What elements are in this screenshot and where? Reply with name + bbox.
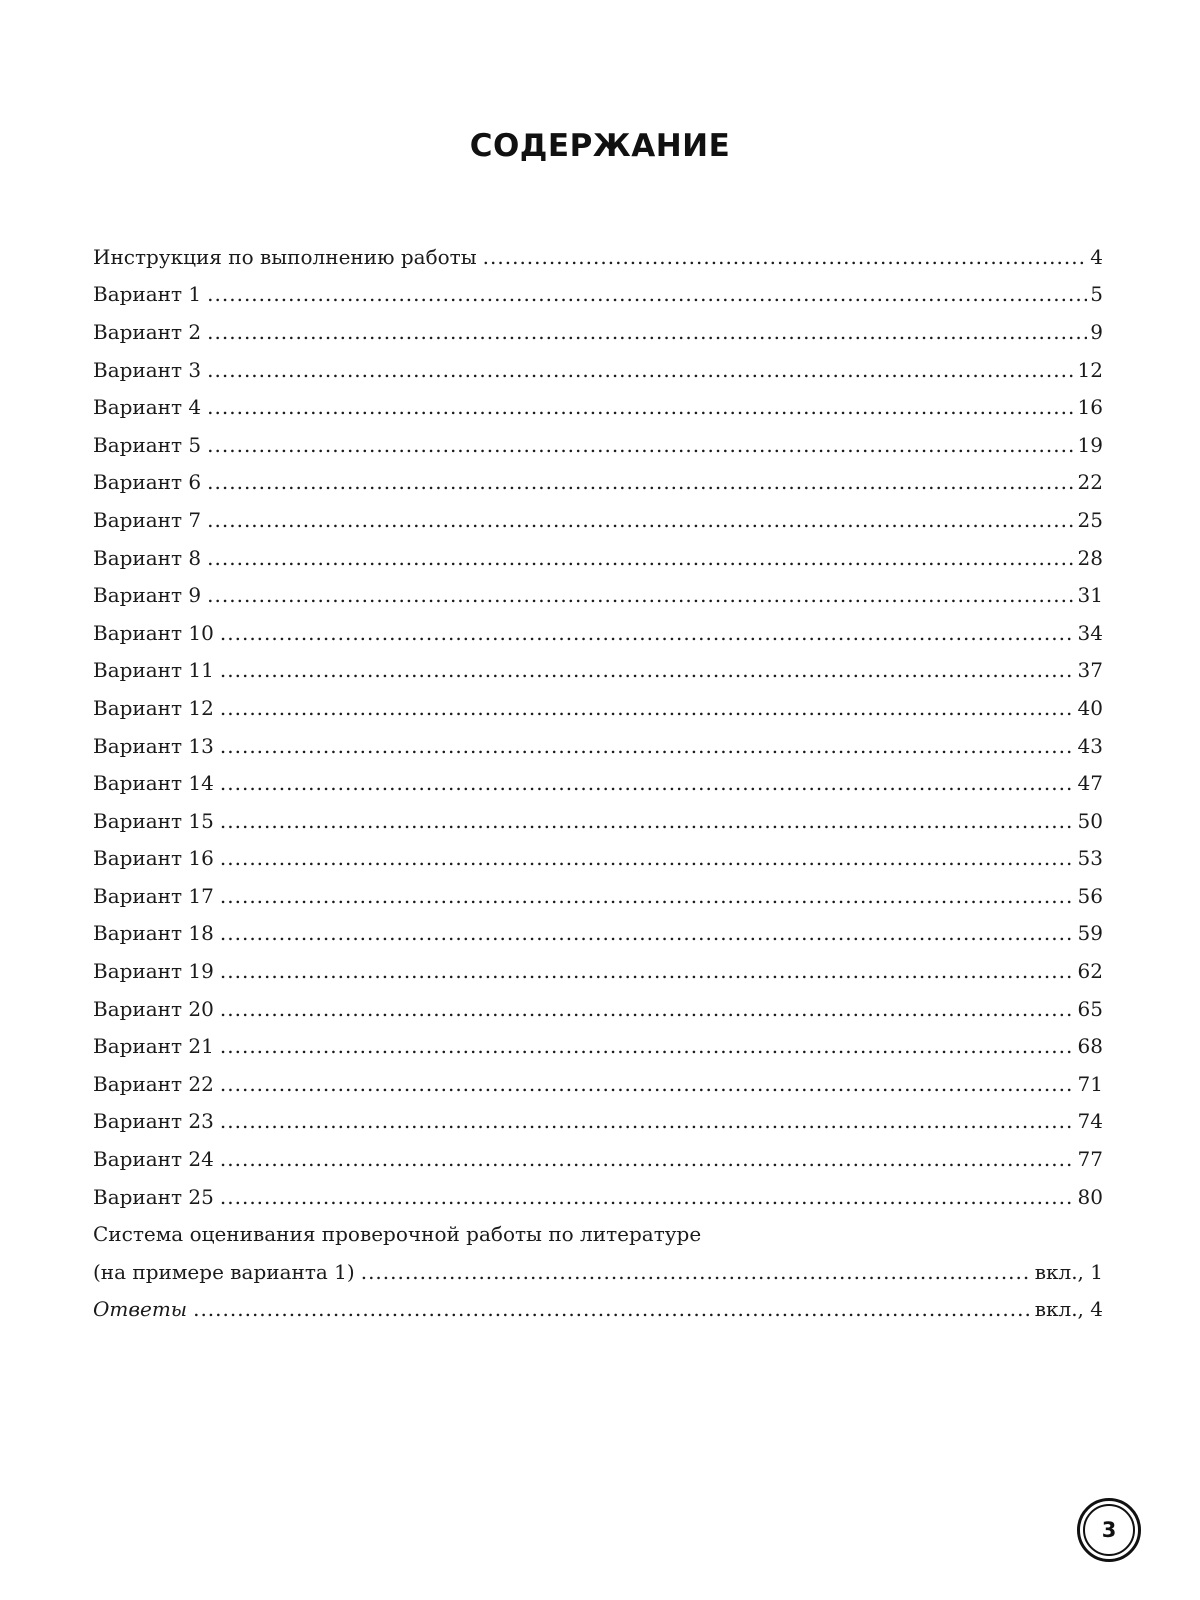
leader-dots	[220, 696, 1075, 720]
toc-entry-page: 4	[1090, 244, 1103, 269]
toc-entry-page: 62	[1077, 959, 1103, 984]
leader-dots	[220, 658, 1075, 682]
toc-entry-label: Вариант 1	[93, 282, 202, 307]
toc-entry-label: Вариант 24	[93, 1147, 214, 1172]
toc-entry-label: (на примере варианта 1)	[93, 1259, 355, 1284]
toc-entry-variant-16	[93, 840, 1103, 878]
page-number-badge	[1077, 1498, 1141, 1562]
toc-entry-page: вкл., 1	[1034, 1259, 1103, 1284]
leader-dots	[220, 921, 1075, 945]
leader-dots	[220, 1185, 1075, 1209]
toc-entry-variant-15	[93, 802, 1103, 840]
toc-entry-variant-14	[93, 764, 1103, 802]
toc-entry-page: 59	[1077, 921, 1103, 946]
toc-entry-variant-18	[93, 915, 1103, 953]
toc-entry-label: Система оценивания проверочной работы по литературе	[93, 1222, 702, 1247]
toc-entry-label: Вариант 3	[93, 357, 202, 382]
toc-entry-page: 22	[1077, 470, 1103, 495]
toc-entry-variant-13	[93, 727, 1103, 765]
leader-dots	[220, 809, 1075, 833]
toc-entry-variant-21	[93, 1027, 1103, 1065]
toc-entry-variant-2	[93, 313, 1103, 351]
toc-entry-variant-22	[93, 1065, 1103, 1103]
leader-dots	[483, 245, 1088, 269]
toc-entry-label: Вариант 5	[93, 432, 202, 457]
toc-entry-variant-8	[93, 539, 1103, 577]
leader-dots	[361, 1260, 1032, 1284]
toc-entry-page: 40	[1077, 695, 1103, 720]
leader-dots	[207, 320, 1087, 344]
leader-dots	[220, 959, 1075, 983]
toc-entry-label: Вариант 14	[93, 771, 214, 796]
toc-entry-label: Вариант 7	[93, 507, 202, 532]
leader-dots	[220, 1147, 1075, 1171]
toc-entry-label: Вариант 13	[93, 733, 214, 758]
toc-entry-page: 68	[1077, 1034, 1103, 1059]
leader-dots	[220, 621, 1075, 645]
toc-entry-label: Вариант 15	[93, 808, 214, 833]
toc-entry-answers	[93, 1291, 1103, 1329]
toc-entry-label: Вариант 11	[93, 658, 214, 683]
leader-dots	[207, 508, 1074, 532]
leader-dots	[220, 1072, 1075, 1096]
toc-entry-page: 80	[1077, 1184, 1103, 1209]
toc-entry-variant-24	[93, 1140, 1103, 1178]
toc-entry-page: 34	[1077, 620, 1103, 645]
toc-entry-label: Вариант 23	[93, 1109, 214, 1134]
leader-dots	[207, 470, 1074, 494]
toc-entry-label: Вариант 12	[93, 695, 214, 720]
toc-entry-variant-7	[93, 501, 1103, 539]
toc-entry-page: 28	[1077, 545, 1103, 570]
leader-dots	[207, 282, 1087, 306]
toc-entry-page: 77	[1077, 1147, 1103, 1172]
leader-dots	[220, 734, 1075, 758]
toc-entry-label: Ответы	[93, 1297, 188, 1322]
toc-entry-label: Вариант 20	[93, 996, 214, 1021]
toc-entry-label: Вариант 22	[93, 1071, 214, 1096]
toc-entry-label: Вариант 16	[93, 846, 214, 871]
leader-dots	[207, 546, 1074, 570]
toc-entry-page: 71	[1077, 1071, 1103, 1096]
toc-entry-label: Вариант 19	[93, 959, 214, 984]
leader-dots	[207, 583, 1074, 607]
leader-dots	[220, 997, 1075, 1021]
toc-entry-page: 16	[1077, 395, 1103, 420]
toc-entry-page: 47	[1077, 771, 1103, 796]
toc-entry-variant-11	[93, 652, 1103, 690]
toc-entry-page: 43	[1077, 733, 1103, 758]
toc-entry-label: Вариант 4	[93, 395, 202, 420]
leader-dots	[220, 884, 1075, 908]
toc-entry-label: Вариант 10	[93, 620, 214, 645]
leader-dots	[207, 358, 1074, 382]
toc-entry-page: 12	[1077, 357, 1103, 382]
leader-dots	[220, 771, 1075, 795]
toc-entry-variant-9	[93, 576, 1103, 614]
toc-entry-scoring-title	[93, 1215, 1103, 1253]
leader-dots	[220, 1109, 1075, 1133]
toc-entry-page: 19	[1077, 432, 1103, 457]
toc-entry-page: 53	[1077, 846, 1103, 871]
toc-entry-label: Вариант 25	[93, 1184, 214, 1209]
toc-entry-label: Вариант 18	[93, 921, 214, 946]
toc-entry-page: 5	[1090, 282, 1103, 307]
toc-entry-label: Вариант 6	[93, 470, 202, 495]
page-title: СОДЕРЖАНИЕ	[469, 128, 731, 164]
leader-dots	[220, 1034, 1075, 1058]
toc-entry-variant-1	[93, 276, 1103, 314]
toc-entry-page: 50	[1077, 808, 1103, 833]
toc-entry-variant-17	[93, 877, 1103, 915]
toc-entry-scoring	[93, 1253, 1103, 1291]
toc-entry-label: Вариант 8	[93, 545, 202, 570]
toc-entry-variant-3	[93, 351, 1103, 389]
toc-entry-page: 25	[1077, 507, 1103, 532]
toc-entry-variant-4	[93, 388, 1103, 426]
table-of-contents	[93, 238, 1103, 1328]
toc-entry-page: 56	[1077, 883, 1103, 908]
toc-entry-page: 31	[1077, 583, 1103, 608]
toc-entry-variant-10	[93, 614, 1103, 652]
leader-dots	[207, 433, 1074, 457]
toc-entry-variant-23	[93, 1103, 1103, 1141]
toc-entry-page: 9	[1090, 319, 1103, 344]
toc-entry-page: вкл., 4	[1034, 1297, 1103, 1322]
toc-entry-label: Вариант 17	[93, 883, 214, 908]
toc-entry-variant-25	[93, 1178, 1103, 1216]
leader-dots	[193, 1297, 1032, 1321]
toc-entry-label: Инструкция по выполнению работы	[93, 244, 477, 269]
toc-entry-instructions	[93, 238, 1103, 276]
toc-entry-page: 65	[1077, 996, 1103, 1021]
leader-dots	[207, 395, 1074, 419]
toc-entry-variant-20	[93, 990, 1103, 1028]
toc-entry-variant-6	[93, 464, 1103, 502]
leader-dots	[220, 846, 1075, 870]
toc-entry-label: Вариант 9	[93, 583, 202, 608]
page-number: 3	[1083, 1504, 1135, 1556]
toc-entry-label: Вариант 2	[93, 319, 202, 344]
toc-entry-variant-19	[93, 952, 1103, 990]
toc-entry-page: 37	[1077, 658, 1103, 683]
toc-entry-label: Вариант 21	[93, 1034, 214, 1059]
toc-entry-variant-12	[93, 689, 1103, 727]
toc-entry-page: 74	[1077, 1109, 1103, 1134]
toc-entry-variant-5	[93, 426, 1103, 464]
